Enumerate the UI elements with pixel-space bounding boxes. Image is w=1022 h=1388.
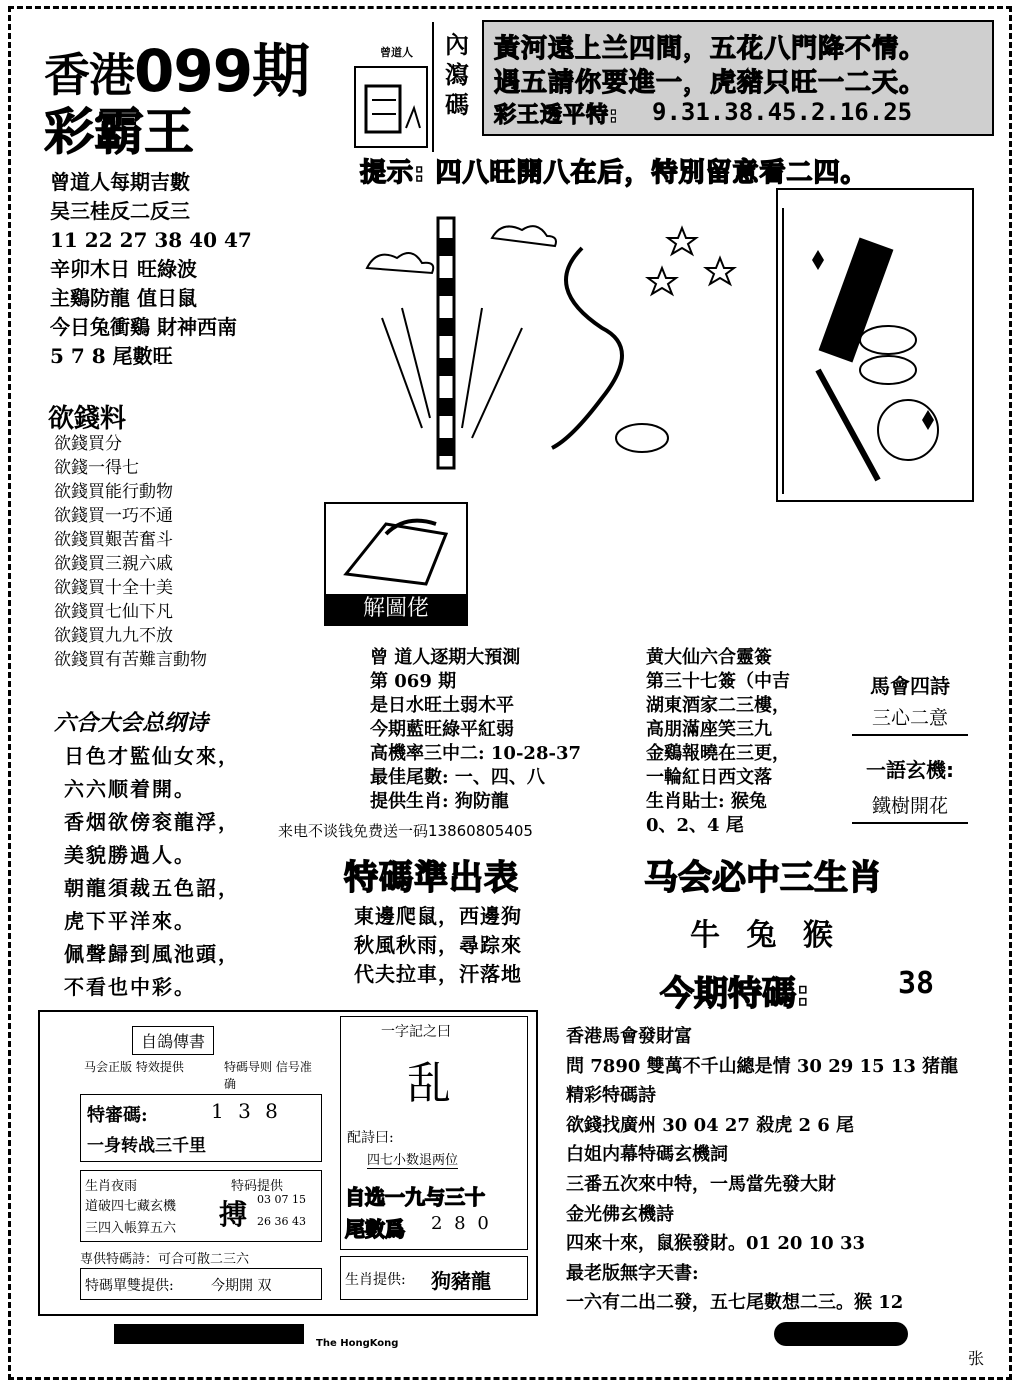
rb-line: 問 7890 雙萬不千山總是情 30 29 15 13 猪龍 xyxy=(566,1055,959,1077)
special-lines xyxy=(354,902,522,989)
title-prefix: 香港 xyxy=(44,48,134,102)
today-label: 今期特碼: xyxy=(660,974,810,1014)
poem-line: 朝龍須裁五色詔， xyxy=(64,876,240,900)
rb-line: 三番五次來中特，一馬當先發大財 xyxy=(566,1173,836,1195)
lucky-info xyxy=(50,168,252,371)
code-line: 一身转战三千里 xyxy=(87,1136,206,1156)
zodiac-box-line-1: 道破四七藏玄機 xyxy=(85,1199,177,1214)
verse-box xyxy=(482,20,994,136)
special-line: 東邊爬鼠，西邊狗 xyxy=(354,904,522,928)
info-line: 今日兔衝鷄 財神西南 xyxy=(50,315,237,339)
right-bottom-text xyxy=(566,1022,958,1318)
zodiac-box-label: 生肖夜雨 xyxy=(85,1179,138,1194)
side-box xyxy=(852,670,968,824)
forecast-line: 高機率三中二: 10-28-37 xyxy=(370,743,581,764)
single-box xyxy=(80,1268,322,1300)
info-line: 主鷄防龍 值日鼠 xyxy=(50,286,197,310)
money-title: 欲錢料 xyxy=(48,404,127,434)
footer-brand: The HongKong xyxy=(316,1338,399,1349)
logo-text: 曾道人 xyxy=(380,46,413,59)
poem2-value: 四七小数退两位 xyxy=(367,1149,458,1169)
riddle-picture-2 xyxy=(776,188,974,502)
forecast-line: 是日水旺土弱木平 xyxy=(370,695,514,716)
char-box xyxy=(340,1016,528,1250)
ticket-small-2: 特碼导则 信号准确 xyxy=(224,1060,312,1091)
phone-note: 来电不谈钱免费送一码13860805405 xyxy=(278,822,533,840)
rb-line: 一六有二出二發，五七尾數想二三。猴 12 xyxy=(566,1292,904,1314)
tail-label: 尾數爲 xyxy=(345,1217,405,1241)
side-title-2: 一語玄機: xyxy=(866,758,954,782)
zodiac-box xyxy=(80,1170,322,1242)
special-line: 代夫拉車，汗落地 xyxy=(354,962,522,986)
zodiac-box-line-2: 三四入帳算五六 xyxy=(85,1221,177,1236)
rb-line: 欲錢找廣州 30 04 27 殺虎 2 6 尾 xyxy=(566,1114,855,1136)
wong-line: 金鷄報曉在三更， xyxy=(646,743,790,764)
money-list xyxy=(54,432,207,672)
forecast-line: 今期藍旺綠平紅弱 xyxy=(370,719,514,740)
poem-line: 六六顺着開。 xyxy=(64,777,196,801)
wong-line: 第三十七簽（中吉 xyxy=(646,671,790,692)
poem-line: 虎下平洋來。 xyxy=(64,909,196,933)
riddle-drawing-2-icon xyxy=(778,190,972,500)
list-item: 欲錢買能行動物 xyxy=(54,482,173,502)
special-char: 搏 xyxy=(219,1198,248,1231)
footer-tail: 张 xyxy=(968,1349,985,1368)
logo-box xyxy=(354,66,428,148)
rb-line: 白姐内幕特碼玄機詞 xyxy=(566,1144,728,1166)
forecast-line: 提供生肖: 狗防龍 xyxy=(370,791,509,812)
wong-line: 黄大仙六合靈簽 xyxy=(646,647,772,668)
decoder-label: 解圖佬 xyxy=(326,594,466,624)
poem-line: 日色才監仙女來， xyxy=(64,744,240,768)
info-line: 曾道人每期吉數 xyxy=(50,170,190,194)
side-title-1: 馬會四詩 xyxy=(870,674,950,698)
zodiac-title: 马会必中三生肖 xyxy=(644,858,882,898)
forecast xyxy=(370,646,581,814)
issue-number: 099 xyxy=(134,37,253,105)
hint-line: 提示: 四八旺開八在后，特別留意看二四。 xyxy=(360,158,868,188)
poem-line: 美貌勝過人。 xyxy=(64,843,196,867)
list-item: 欲錢買十全十美 xyxy=(54,578,173,598)
decoder-box xyxy=(324,502,468,626)
list-item: 欲錢買有苦難言動物 xyxy=(54,650,207,670)
footer-badge xyxy=(774,1322,908,1346)
char-title: 一字記之曰 xyxy=(381,1024,451,1040)
wong-line: 一輪紅日西文落 xyxy=(646,767,772,788)
special-box-label: 特码提供 xyxy=(231,1179,284,1194)
ticket-head: 自鴿傳書 xyxy=(132,1026,214,1055)
wong-line: 湖東酒家二三樓， xyxy=(646,695,790,716)
forecast-line: 最佳尾數: 一、四、八 xyxy=(370,767,545,788)
side-value-2: 鐵樹開花 xyxy=(852,783,968,824)
info-line: 11 22 27 38 40 47 xyxy=(50,228,252,252)
code-value: 1 3 8 xyxy=(211,1099,282,1123)
special-nums-2: 26 36 43 xyxy=(257,1215,306,1228)
wong-line: 高朋滿座笑三九 xyxy=(646,719,772,740)
poem-line: 香烟欲傍衮龍浮， xyxy=(64,810,240,834)
issue-suffix: 期 xyxy=(252,37,310,105)
forecast-line: 曾 道人逐期大預測 xyxy=(370,647,521,668)
sx-value: 狗豬龍 xyxy=(431,1269,491,1293)
single-value: 今期開 双 xyxy=(211,1278,272,1294)
special-line: 秋風秋雨，尋踪來 xyxy=(354,933,522,957)
tail-value: 2 8 0 xyxy=(431,1213,492,1234)
poem-line: 不看也中彩。 xyxy=(64,975,196,999)
sx-label: 生肖提供: xyxy=(345,1272,406,1288)
info-line: 吴三桂反二反三 xyxy=(50,199,190,223)
special-title: 特碼準出表 xyxy=(344,858,519,898)
poem-title: 六合大会总纲诗 xyxy=(54,711,209,736)
info-line: 5 7 8 尾數旺 xyxy=(50,344,173,368)
single-label: 特碼單雙提供: xyxy=(85,1278,174,1294)
rb-line: 最老版無字天書: xyxy=(566,1262,699,1284)
list-item: 欲錢買一巧不通 xyxy=(54,506,173,526)
brand-title: 彩霸王 xyxy=(44,103,194,161)
list-item: 欲錢買九九不放 xyxy=(54,626,173,646)
hand-icon xyxy=(326,504,466,594)
verse-line-2: 遇五請你要進一，虎豬只旺一二天。 xyxy=(494,68,927,98)
wong-line: 0、2、4 尾 xyxy=(646,815,744,836)
rb-line: 四來十來，鼠猴發財。01 20 10 33 xyxy=(566,1233,865,1255)
ticket xyxy=(38,1010,538,1316)
list-item: 欲錢買七仙下凡 xyxy=(54,602,173,622)
poem2-label: 配詩曰: xyxy=(347,1130,394,1146)
info-line: 辛卯木日 旺綠波 xyxy=(50,257,197,281)
riddle-drawing-icon xyxy=(322,208,782,494)
ticket-small-1: 马会正版 特效提供 xyxy=(84,1060,184,1074)
pick-numbers: 9.31.38.45.2.16.25 xyxy=(652,98,913,126)
list-item: 欲錢買三親六戚 xyxy=(54,554,173,574)
poem-line: 佩聲歸到風池頭， xyxy=(64,942,240,966)
today-value: 38 xyxy=(898,966,935,1001)
ticket-poem: 専供特碼詩：可合可散二三六 xyxy=(80,1252,250,1267)
wong-tai-sin xyxy=(646,646,790,838)
choose-line: 自选一九与三十 xyxy=(345,1185,485,1209)
list-item: 欲錢一得七 xyxy=(54,458,139,478)
forecast-line: 第 069 期 xyxy=(370,671,457,692)
poem xyxy=(64,740,240,1004)
code-label: 特審碼: xyxy=(87,1105,148,1126)
pick-label: 彩王透平特: xyxy=(494,103,619,128)
special-nums-1: 03 07 15 xyxy=(257,1193,306,1206)
rb-line: 香港馬會發財富 xyxy=(566,1026,692,1047)
sx-box xyxy=(340,1256,528,1300)
list-item: 欲錢買分 xyxy=(54,434,122,454)
footer-logo xyxy=(114,1324,304,1344)
rb-line: 金光佛玄機詩 xyxy=(566,1203,674,1225)
divider xyxy=(432,22,434,152)
logo-icon xyxy=(356,68,426,146)
rb-line: 精彩特碼詩 xyxy=(566,1085,656,1107)
list-item: 欲錢買艱苦奮斗 xyxy=(54,530,173,550)
verse-line-1: 黃河遠上兰四間，五花八門降不情。 xyxy=(494,34,927,64)
zodiac-animals: 牛 兔 猴 xyxy=(690,918,841,953)
side-value-1: 三心二意 xyxy=(852,699,968,736)
wong-line: 生肖貼士: 猴兔 xyxy=(646,791,767,812)
big-char: 乱 xyxy=(407,1058,451,1109)
side-label: 內瀉碼 xyxy=(445,31,469,119)
riddle-picture xyxy=(322,208,784,494)
code-box xyxy=(80,1094,322,1162)
